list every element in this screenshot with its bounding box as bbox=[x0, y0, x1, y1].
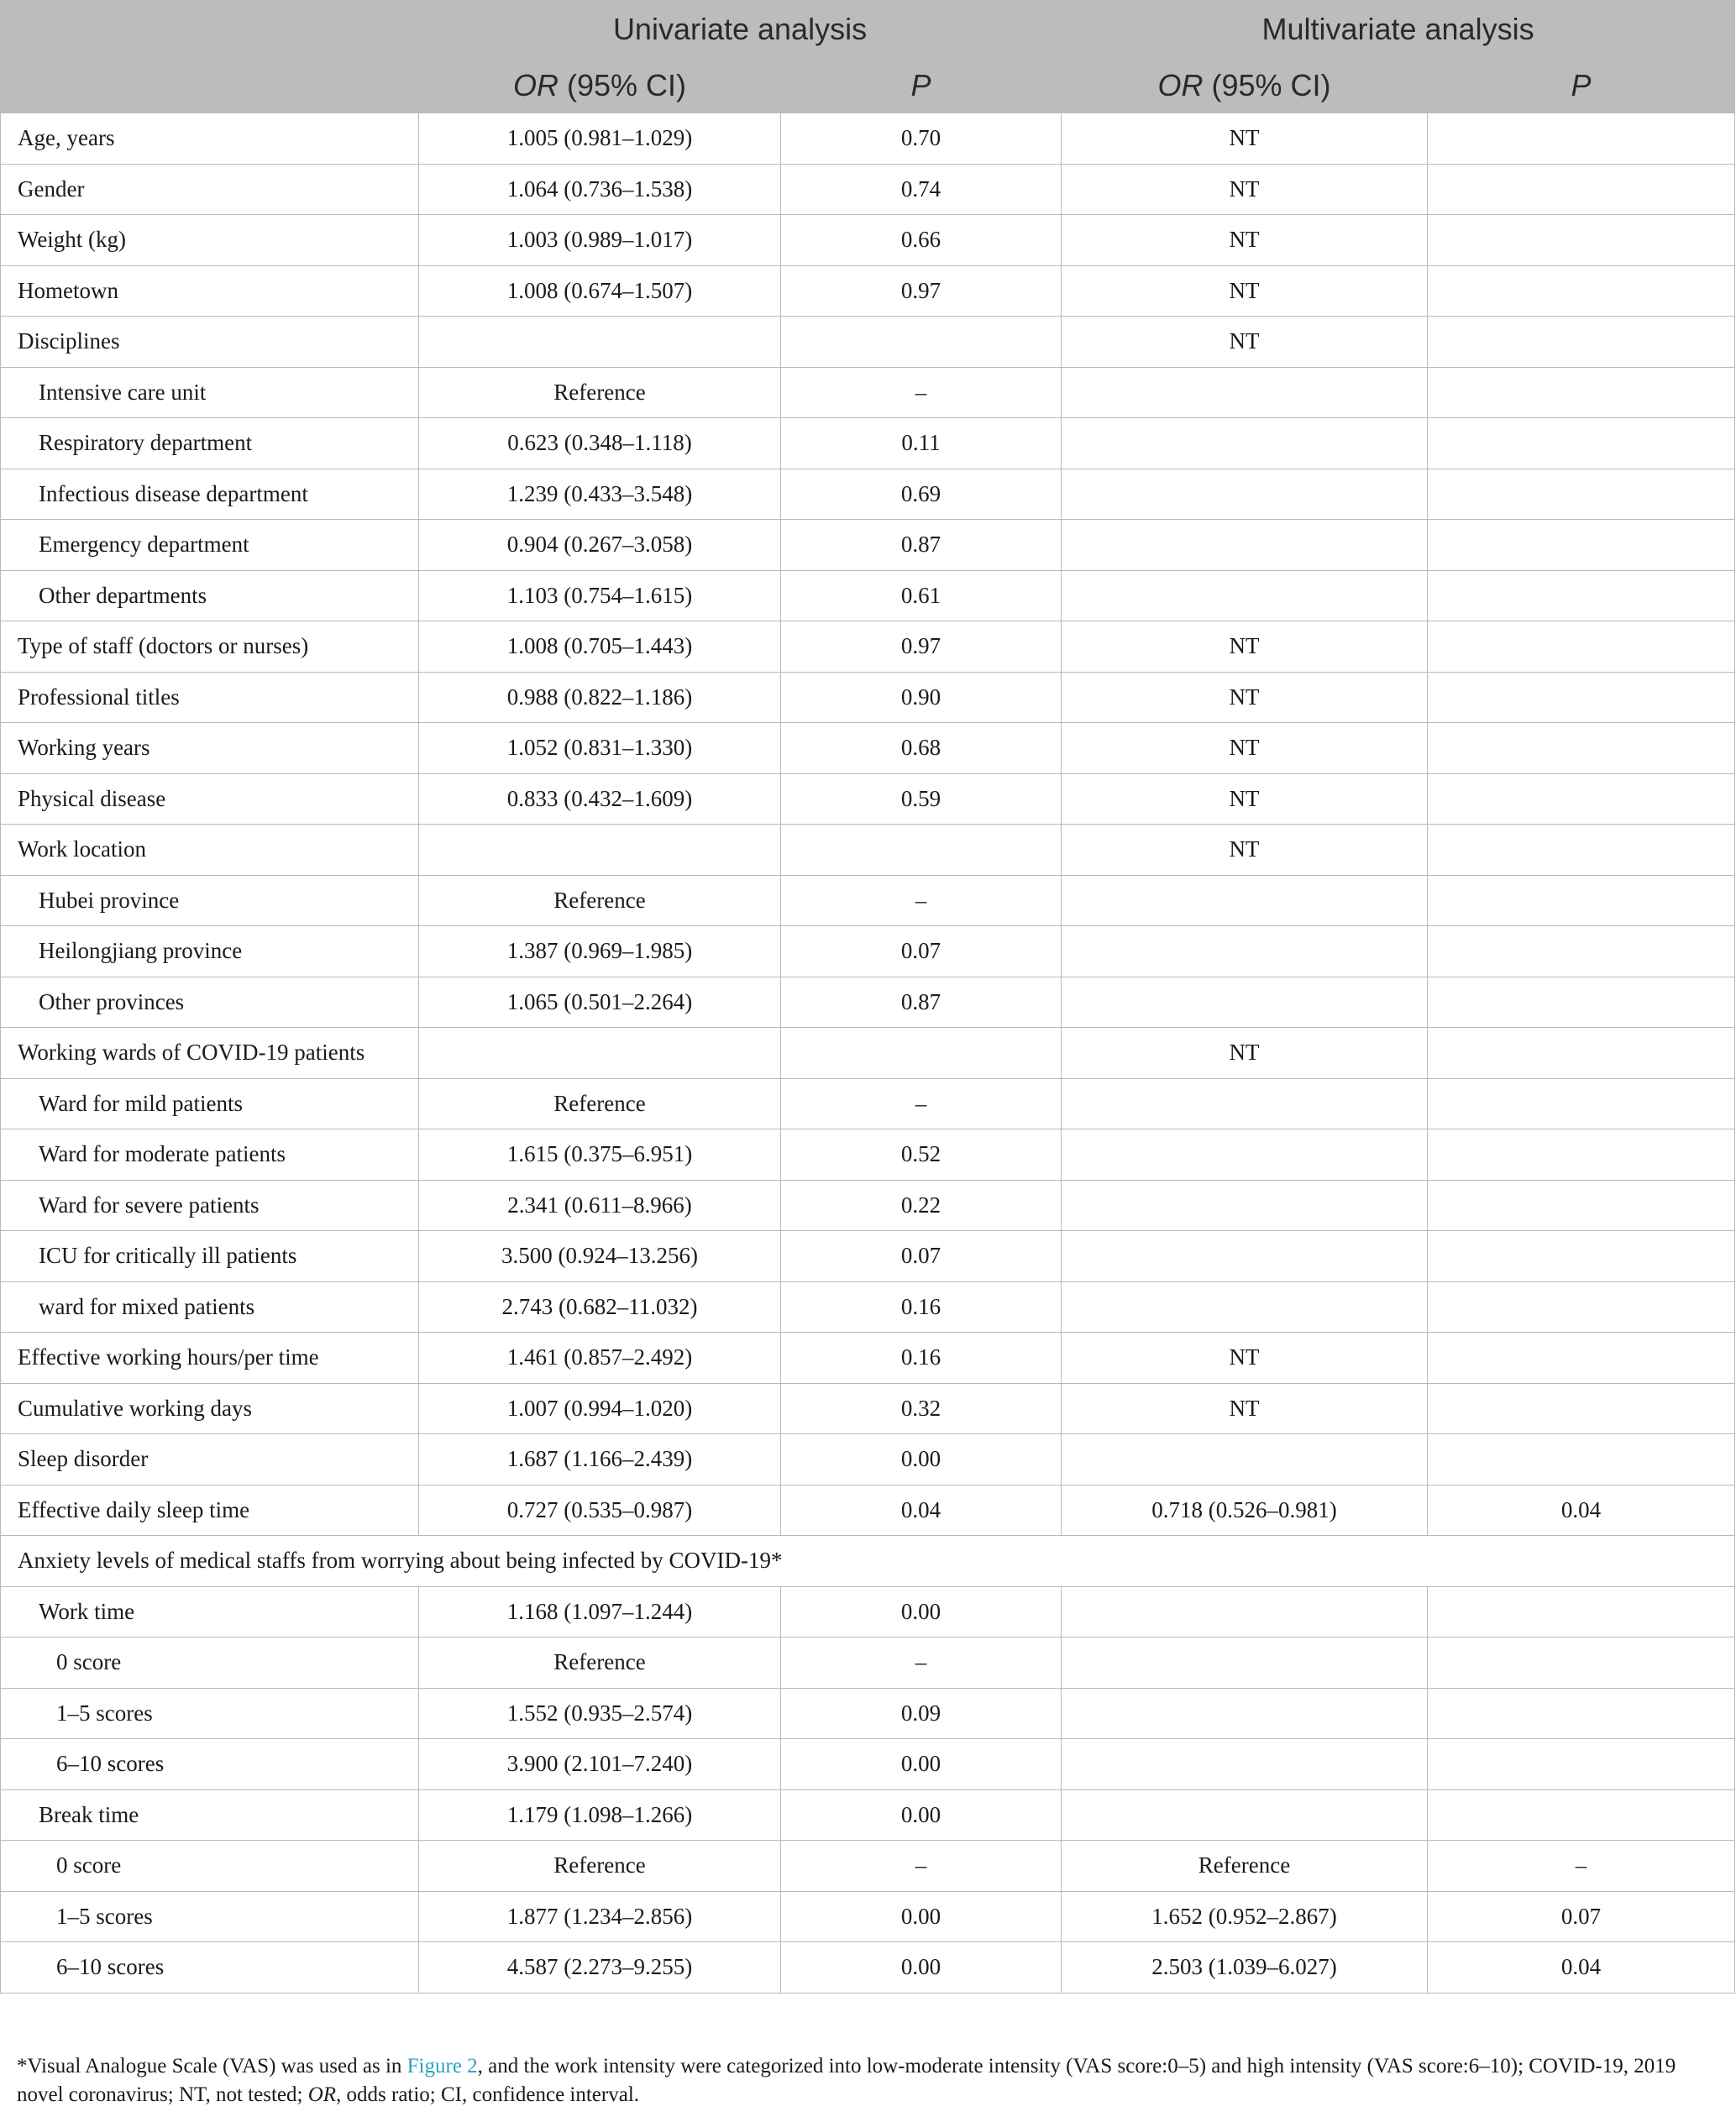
table-row bbox=[1, 1637, 1735, 1689]
footnote-middle: , and the work intensity were categorized into low-moderate intensity (VAS score:0–5) and high intensity (VAS score:6–10); COVID-19, 2019 novel coronavirus; NT, not tested; bbox=[17, 2055, 1676, 2106]
row-label: Sleep disorder bbox=[1, 1434, 419, 1485]
row-label: Effective working hours/per time bbox=[1, 1333, 419, 1384]
cell-p-multivariate bbox=[1428, 1333, 1735, 1384]
cell-or-multivariate bbox=[1062, 1739, 1428, 1790]
cell-p-univariate bbox=[781, 1028, 1062, 1079]
row-label: Gender bbox=[1, 164, 419, 215]
cell-p-univariate: 0.59 bbox=[781, 773, 1062, 825]
table-row bbox=[1, 977, 1735, 1028]
cell-p-multivariate bbox=[1428, 1231, 1735, 1282]
cell-or-univariate: 3.500 (0.924–13.256) bbox=[419, 1231, 781, 1282]
cell-p-univariate: 0.00 bbox=[781, 1434, 1062, 1485]
table-row bbox=[1, 215, 1735, 266]
cell-p-univariate: 0.00 bbox=[781, 1586, 1062, 1637]
row-label: Other departments bbox=[1, 570, 419, 621]
cell-or-univariate: 1.387 (0.969–1.985) bbox=[419, 926, 781, 977]
row-label: ward for mixed patients bbox=[1, 1281, 419, 1333]
row-label: 1–5 scores bbox=[1, 1688, 419, 1739]
cell-or-univariate: 1.103 (0.754–1.615) bbox=[419, 570, 781, 621]
cell-p-multivariate bbox=[1428, 1637, 1735, 1689]
table-row bbox=[1, 825, 1735, 876]
cell-p-multivariate bbox=[1428, 1180, 1735, 1231]
cell-p-univariate: 0.97 bbox=[781, 265, 1062, 317]
cell-p-multivariate bbox=[1428, 520, 1735, 571]
cell-p-univariate: – bbox=[781, 1637, 1062, 1689]
cell-or-multivariate: NT bbox=[1062, 723, 1428, 774]
table-row bbox=[1, 317, 1735, 368]
cell-or-univariate: Reference bbox=[419, 367, 781, 418]
cell-or-multivariate bbox=[1062, 875, 1428, 926]
table-row bbox=[1, 1129, 1735, 1181]
cell-or-multivariate: NT bbox=[1062, 621, 1428, 673]
row-label: Break time bbox=[1, 1789, 419, 1841]
cell-p-multivariate bbox=[1428, 317, 1735, 368]
row-label: Infectious disease department bbox=[1, 469, 419, 520]
cell-p-multivariate: 0.04 bbox=[1428, 1942, 1735, 1994]
table-body bbox=[1, 113, 1735, 1994]
cell-p-univariate: 0.74 bbox=[781, 164, 1062, 215]
cell-p-multivariate bbox=[1428, 773, 1735, 825]
cell-p-univariate: 0.00 bbox=[781, 1891, 1062, 1942]
cell-p-univariate: 0.11 bbox=[781, 418, 1062, 469]
cell-or-multivariate bbox=[1062, 1586, 1428, 1637]
cell-p-univariate: 0.70 bbox=[781, 113, 1062, 165]
table-row bbox=[1, 1891, 1735, 1942]
cell-or-multivariate bbox=[1062, 367, 1428, 418]
row-label: Ward for mild patients bbox=[1, 1078, 419, 1129]
or-rest: (95% CI) bbox=[558, 67, 687, 102]
table-row bbox=[1, 875, 1735, 926]
or-rest: (95% CI) bbox=[1203, 67, 1331, 102]
cell-p-multivariate bbox=[1428, 1028, 1735, 1079]
row-label: Physical disease bbox=[1, 773, 419, 825]
cell-p-multivariate bbox=[1428, 469, 1735, 520]
cell-p-multivariate: 0.04 bbox=[1428, 1485, 1735, 1536]
row-label: Emergency department bbox=[1, 520, 419, 571]
cell-or-univariate: 1.552 (0.935–2.574) bbox=[419, 1688, 781, 1739]
cell-or-multivariate: NT bbox=[1062, 164, 1428, 215]
table-row bbox=[1, 570, 1735, 621]
cell-or-multivariate: NT bbox=[1062, 215, 1428, 266]
header-univariate: Univariate analysis bbox=[419, 1, 1062, 58]
cell-p-multivariate: – bbox=[1428, 1841, 1735, 1892]
cell-or-univariate: 1.168 (1.097–1.244) bbox=[419, 1586, 781, 1637]
table-footnote bbox=[17, 2052, 1722, 2109]
row-label: 0 score bbox=[1, 1637, 419, 1689]
cell-p-univariate: – bbox=[781, 1841, 1062, 1892]
table-row bbox=[1, 1688, 1735, 1739]
cell-p-multivariate bbox=[1428, 1739, 1735, 1790]
cell-p-multivariate bbox=[1428, 672, 1735, 723]
table-row bbox=[1, 1942, 1735, 1994]
cell-or-univariate: 1.007 (0.994–1.020) bbox=[419, 1383, 781, 1434]
cell-or-univariate: 1.615 (0.375–6.951) bbox=[419, 1129, 781, 1181]
cell-p-multivariate bbox=[1428, 265, 1735, 317]
cell-p-multivariate bbox=[1428, 1383, 1735, 1434]
cell-p-multivariate bbox=[1428, 1078, 1735, 1129]
cell-p-multivariate bbox=[1428, 1434, 1735, 1485]
table-row bbox=[1, 469, 1735, 520]
cell-or-multivariate bbox=[1062, 418, 1428, 469]
or-italic: OR bbox=[512, 67, 559, 102]
cell-or-univariate: 1.687 (1.166–2.439) bbox=[419, 1434, 781, 1485]
cell-p-multivariate bbox=[1428, 1281, 1735, 1333]
table-row bbox=[1, 723, 1735, 774]
cell-or-univariate: 0.904 (0.267–3.058) bbox=[419, 520, 781, 571]
row-label: 6–10 scores bbox=[1, 1739, 419, 1790]
cell-p-multivariate bbox=[1428, 1129, 1735, 1181]
table-row bbox=[1, 672, 1735, 723]
row-label: Hubei province bbox=[1, 875, 419, 926]
cell-or-multivariate bbox=[1062, 1688, 1428, 1739]
header-row-groups bbox=[1, 1, 1735, 58]
row-label: Other provinces bbox=[1, 977, 419, 1028]
cell-or-univariate: 1.065 (0.501–2.264) bbox=[419, 977, 781, 1028]
cell-or-multivariate: NT bbox=[1062, 1333, 1428, 1384]
cell-or-univariate: 0.623 (0.348–1.118) bbox=[419, 418, 781, 469]
cell-p-multivariate bbox=[1428, 1789, 1735, 1841]
row-label: Heilongjiang province bbox=[1, 926, 419, 977]
row-label: Work location bbox=[1, 825, 419, 876]
cell-or-univariate: Reference bbox=[419, 875, 781, 926]
row-label: Ward for severe patients bbox=[1, 1180, 419, 1231]
cell-or-multivariate: NT bbox=[1062, 1383, 1428, 1434]
header-p-multivariate bbox=[1428, 58, 1735, 113]
cell-or-multivariate: NT bbox=[1062, 672, 1428, 723]
table-row bbox=[1, 1180, 1735, 1231]
cell-p-multivariate bbox=[1428, 875, 1735, 926]
p-italic: P bbox=[910, 67, 931, 102]
cell-or-univariate: 2.341 (0.611–8.966) bbox=[419, 1180, 781, 1231]
row-label: 6–10 scores bbox=[1, 1942, 419, 1994]
row-label: Cumulative working days bbox=[1, 1383, 419, 1434]
or-italic: OR bbox=[1157, 67, 1204, 102]
cell-or-multivariate bbox=[1062, 1180, 1428, 1231]
cell-or-multivariate: NT bbox=[1062, 1028, 1428, 1079]
cell-p-multivariate bbox=[1428, 926, 1735, 977]
table-row bbox=[1, 1841, 1735, 1892]
row-label: Effective daily sleep time bbox=[1, 1485, 419, 1536]
cell-p-multivariate: 0.07 bbox=[1428, 1891, 1735, 1942]
cell-p-univariate: 0.32 bbox=[781, 1383, 1062, 1434]
row-label: Intensive care unit bbox=[1, 367, 419, 418]
cell-p-univariate: 0.07 bbox=[781, 926, 1062, 977]
cell-p-univariate: – bbox=[781, 367, 1062, 418]
row-label: Ward for moderate patients bbox=[1, 1129, 419, 1181]
cell-p-univariate: 0.16 bbox=[781, 1333, 1062, 1384]
header-p-univariate bbox=[781, 58, 1062, 113]
cell-p-multivariate bbox=[1428, 215, 1735, 266]
header-or-univariate bbox=[419, 58, 781, 113]
row-label: Working years bbox=[1, 723, 419, 774]
cell-or-univariate: Reference bbox=[419, 1841, 781, 1892]
cell-p-univariate: 0.04 bbox=[781, 1485, 1062, 1536]
table-row bbox=[1, 1333, 1735, 1384]
cell-or-univariate: 0.988 (0.822–1.186) bbox=[419, 672, 781, 723]
cell-or-univariate: 1.052 (0.831–1.330) bbox=[419, 723, 781, 774]
cell-or-univariate: 1.461 (0.857–2.492) bbox=[419, 1333, 781, 1384]
table-row bbox=[1, 1485, 1735, 1536]
cell-p-univariate: 0.68 bbox=[781, 723, 1062, 774]
cell-p-univariate bbox=[781, 825, 1062, 876]
cell-p-univariate: 0.61 bbox=[781, 570, 1062, 621]
cell-or-univariate: 2.743 (0.682–11.032) bbox=[419, 1281, 781, 1333]
cell-or-multivariate: Reference bbox=[1062, 1841, 1428, 1892]
cell-or-univariate bbox=[419, 1028, 781, 1079]
row-label: 0 score bbox=[1, 1841, 419, 1892]
table-row bbox=[1, 113, 1735, 165]
table-row bbox=[1, 265, 1735, 317]
cell-or-multivariate bbox=[1062, 926, 1428, 977]
cell-p-multivariate bbox=[1428, 570, 1735, 621]
table-row bbox=[1, 418, 1735, 469]
cell-or-multivariate: NT bbox=[1062, 317, 1428, 368]
table-row bbox=[1, 1383, 1735, 1434]
cell-p-univariate: – bbox=[781, 875, 1062, 926]
table-row bbox=[1, 520, 1735, 571]
cell-or-multivariate bbox=[1062, 1231, 1428, 1282]
cell-or-multivariate bbox=[1062, 977, 1428, 1028]
cell-or-univariate bbox=[419, 317, 781, 368]
cell-p-multivariate bbox=[1428, 977, 1735, 1028]
cell-p-multivariate bbox=[1428, 621, 1735, 673]
cell-p-univariate: 0.16 bbox=[781, 1281, 1062, 1333]
table-row bbox=[1, 621, 1735, 673]
cell-or-multivariate: NT bbox=[1062, 265, 1428, 317]
cell-or-multivariate: NT bbox=[1062, 825, 1428, 876]
footnote-suffix: , odds ratio; CI, confidence interval. bbox=[336, 2083, 640, 2106]
cell-p-univariate: 0.00 bbox=[781, 1789, 1062, 1841]
cell-or-multivariate bbox=[1062, 469, 1428, 520]
row-label: Age, years bbox=[1, 113, 419, 165]
table-row bbox=[1, 773, 1735, 825]
cell-or-multivariate: 1.652 (0.952–2.867) bbox=[1062, 1891, 1428, 1942]
cell-p-univariate bbox=[781, 317, 1062, 368]
row-label: Type of staff (doctors or nurses) bbox=[1, 621, 419, 673]
cell-p-univariate: – bbox=[781, 1078, 1062, 1129]
header-blank-cell bbox=[1, 1, 419, 113]
cell-p-univariate: 0.90 bbox=[781, 672, 1062, 723]
cell-or-univariate: 4.587 (2.273–9.255) bbox=[419, 1942, 781, 1994]
footnote-or-italic: OR bbox=[307, 2083, 337, 2106]
cell-or-univariate: 0.833 (0.432–1.609) bbox=[419, 773, 781, 825]
cell-p-univariate: 0.07 bbox=[781, 1231, 1062, 1282]
table-row bbox=[1, 367, 1735, 418]
header-or-multivariate bbox=[1062, 58, 1428, 113]
row-label: ICU for critically ill patients bbox=[1, 1231, 419, 1282]
cell-p-multivariate bbox=[1428, 825, 1735, 876]
cell-or-multivariate: 0.718 (0.526–0.981) bbox=[1062, 1485, 1428, 1536]
cell-p-univariate: 0.87 bbox=[781, 977, 1062, 1028]
table-row bbox=[1, 1434, 1735, 1485]
row-label: Disciplines bbox=[1, 317, 419, 368]
header-multivariate: Multivariate analysis bbox=[1062, 1, 1735, 58]
cell-or-multivariate bbox=[1062, 570, 1428, 621]
cell-or-multivariate bbox=[1062, 1434, 1428, 1485]
cell-or-univariate: 1.008 (0.674–1.507) bbox=[419, 265, 781, 317]
cell-or-univariate: 0.727 (0.535–0.987) bbox=[419, 1485, 781, 1536]
table-row bbox=[1, 1789, 1735, 1841]
row-label: Hometown bbox=[1, 265, 419, 317]
table-row bbox=[1, 1281, 1735, 1333]
cell-p-univariate: 0.00 bbox=[781, 1739, 1062, 1790]
cell-or-univariate: 1.877 (1.234–2.856) bbox=[419, 1891, 781, 1942]
cell-p-multivariate bbox=[1428, 1688, 1735, 1739]
cell-p-univariate: 0.97 bbox=[781, 621, 1062, 673]
cell-p-multivariate bbox=[1428, 723, 1735, 774]
cell-p-univariate: 0.66 bbox=[781, 215, 1062, 266]
table-row bbox=[1, 926, 1735, 977]
cell-or-multivariate bbox=[1062, 1637, 1428, 1689]
cell-or-multivariate: NT bbox=[1062, 773, 1428, 825]
cell-p-multivariate bbox=[1428, 1586, 1735, 1637]
table-row bbox=[1, 1078, 1735, 1129]
row-label: Weight (kg) bbox=[1, 215, 419, 266]
table-row bbox=[1, 1739, 1735, 1790]
row-label: Respiratory department bbox=[1, 418, 419, 469]
cell-or-multivariate bbox=[1062, 1789, 1428, 1841]
row-label: Working wards of COVID-19 patients bbox=[1, 1028, 419, 1079]
cell-p-multivariate bbox=[1428, 164, 1735, 215]
cell-or-univariate: 1.239 (0.433–3.548) bbox=[419, 469, 781, 520]
cell-p-univariate: 0.69 bbox=[781, 469, 1062, 520]
cell-p-univariate: 0.52 bbox=[781, 1129, 1062, 1181]
cell-or-multivariate bbox=[1062, 1129, 1428, 1181]
cell-or-multivariate: NT bbox=[1062, 113, 1428, 165]
p-italic: P bbox=[1571, 67, 1592, 102]
cell-p-univariate: 0.87 bbox=[781, 520, 1062, 571]
row-label: Professional titles bbox=[1, 672, 419, 723]
table-row bbox=[1, 1586, 1735, 1637]
cell-p-univariate: 0.22 bbox=[781, 1180, 1062, 1231]
table-row bbox=[1, 1231, 1735, 1282]
table-row bbox=[1, 1028, 1735, 1079]
cell-or-univariate: 1.064 (0.736–1.538) bbox=[419, 164, 781, 215]
cell-or-multivariate bbox=[1062, 1078, 1428, 1129]
cell-or-univariate: 1.003 (0.989–1.017) bbox=[419, 215, 781, 266]
cell-p-multivariate bbox=[1428, 367, 1735, 418]
cell-or-univariate: 1.005 (0.981–1.029) bbox=[419, 113, 781, 165]
cell-or-multivariate bbox=[1062, 520, 1428, 571]
cell-or-univariate: 1.179 (1.098–1.266) bbox=[419, 1789, 781, 1841]
cell-or-multivariate bbox=[1062, 1281, 1428, 1333]
table-row bbox=[1, 164, 1735, 215]
cell-p-univariate: 0.09 bbox=[781, 1688, 1062, 1739]
row-label: Work time bbox=[1, 1586, 419, 1637]
figure-2-link[interactable]: Figure 2 bbox=[406, 2055, 478, 2077]
cell-or-univariate: Reference bbox=[419, 1637, 781, 1689]
cell-or-univariate: 1.008 (0.705–1.443) bbox=[419, 621, 781, 673]
cell-p-univariate: 0.00 bbox=[781, 1942, 1062, 1994]
table-row bbox=[1, 1536, 1735, 1587]
row-section-label: Anxiety levels of medical staffs from worrying about being infected by COVID-19* bbox=[1, 1536, 1735, 1587]
cell-p-multivariate bbox=[1428, 113, 1735, 165]
cell-or-univariate bbox=[419, 825, 781, 876]
table-header bbox=[1, 1, 1735, 113]
cell-p-multivariate bbox=[1428, 418, 1735, 469]
cell-or-univariate: 3.900 (2.101–7.240) bbox=[419, 1739, 781, 1790]
row-label: 1–5 scores bbox=[1, 1891, 419, 1942]
cell-or-univariate: Reference bbox=[419, 1078, 781, 1129]
footnote-prefix: *Visual Analogue Scale (VAS) was used as in bbox=[17, 2055, 407, 2077]
cell-or-multivariate: 2.503 (1.039–6.027) bbox=[1062, 1942, 1428, 1994]
